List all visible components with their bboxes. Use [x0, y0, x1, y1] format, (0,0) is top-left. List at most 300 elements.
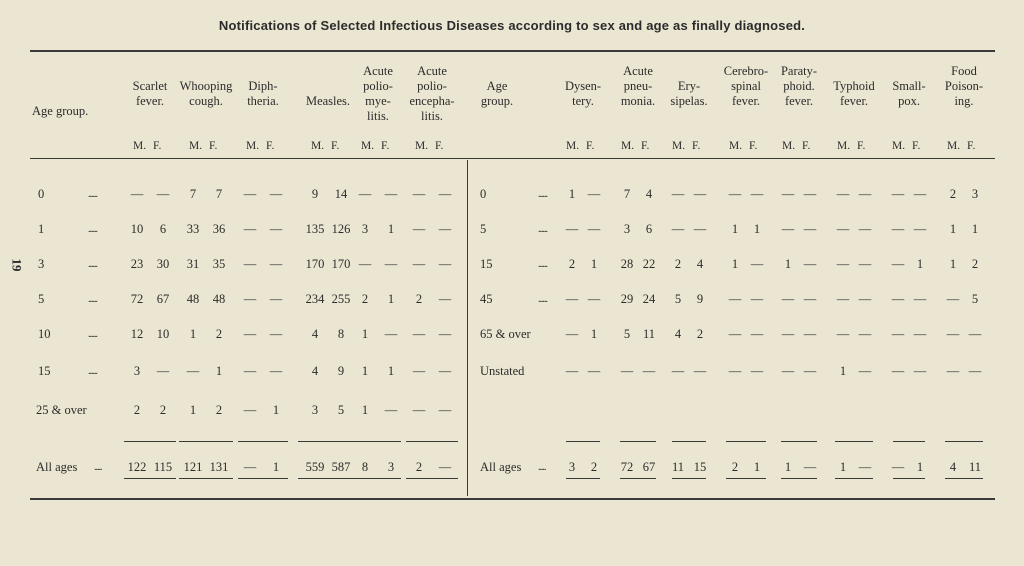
table-cell: — [358, 187, 372, 201]
total-rule-above [124, 441, 176, 442]
total-cell: 11 [671, 460, 685, 474]
table-cell: — [438, 222, 452, 236]
table-cell: — [891, 327, 905, 341]
header-line [176, 64, 236, 79]
table-cell: — [269, 222, 283, 236]
table-cell: — [384, 403, 398, 417]
table-cell: — [913, 292, 927, 306]
table-cell: 2 [159, 403, 167, 417]
table-cell: — [750, 364, 764, 378]
table-cell: 2 [949, 187, 957, 201]
table-cell: — [750, 257, 764, 271]
leader-dots: ...... [88, 294, 97, 305]
table-cell: 1 [731, 257, 739, 271]
table-cell: 135 [305, 222, 325, 236]
table-cell: 1 [189, 403, 197, 417]
bottom-rule [30, 498, 995, 500]
disease-header [663, 64, 715, 109]
male-label: M. [566, 140, 580, 152]
header-line: Poison- [944, 79, 984, 93]
table-cell: — [587, 292, 601, 306]
total-rule-above [406, 441, 458, 442]
table-cell: — [565, 292, 579, 306]
header-line: Age [486, 79, 508, 93]
total-cell: 2 [590, 460, 598, 474]
table-cell: 5 [674, 292, 682, 306]
table-cell: — [836, 222, 850, 236]
male-label: M. [189, 140, 203, 152]
top-rule [30, 50, 995, 52]
table-cell: — [803, 292, 817, 306]
leader-dots: ...... [88, 259, 97, 270]
table-cell: 170 [331, 257, 351, 271]
table-cell: — [803, 327, 817, 341]
table-cell: 1 [916, 257, 924, 271]
header-line: Food [951, 64, 977, 78]
table-cell: — [946, 292, 960, 306]
table-cell: — [384, 257, 398, 271]
disease-header [884, 64, 934, 109]
table-cell: 72 [130, 292, 144, 306]
table-cell: — [693, 364, 707, 378]
table-cell: 1 [361, 403, 369, 417]
table-cell: — [968, 364, 982, 378]
header-line [663, 64, 715, 79]
age-label: 15 [480, 257, 493, 271]
table-cell: 1 [361, 327, 369, 341]
female-label: F. [435, 140, 444, 152]
table-cell: — [781, 292, 795, 306]
total-rule-above [620, 441, 656, 442]
male-label: M. [837, 140, 851, 152]
table-cell: — [750, 187, 764, 201]
table-cell: — [438, 257, 452, 271]
table-cell: 9 [696, 292, 704, 306]
header-line [121, 64, 179, 79]
total-rule-below [566, 478, 600, 479]
header-line [235, 64, 291, 79]
age-label: 5 [38, 292, 45, 306]
disease-header [235, 64, 291, 124]
total-cell: 8 [361, 460, 369, 474]
total-rule-below [179, 478, 233, 479]
header-line: Scarlet [132, 79, 168, 93]
total-cell: 11 [968, 460, 982, 474]
table-cell: 3 [133, 364, 141, 378]
table-cell: 1 [784, 257, 792, 271]
total-cell: — [243, 460, 257, 474]
total-cell: 587 [331, 460, 351, 474]
header-line [557, 64, 609, 79]
table-cell: — [836, 257, 850, 271]
header-line: polio- [363, 79, 393, 93]
table-cell: 234 [305, 292, 325, 306]
header-line [176, 109, 236, 124]
header-line: pox. [898, 94, 920, 108]
table-cell: 36 [212, 222, 226, 236]
table-cell: 6 [159, 222, 167, 236]
table-cell: — [858, 327, 872, 341]
table-cell: — [243, 187, 257, 201]
table-cell: — [438, 292, 452, 306]
table-cell: — [269, 257, 283, 271]
age-label: 65 & over [480, 327, 531, 341]
total-rule-below [620, 478, 656, 479]
table-cell: — [803, 187, 817, 201]
female-label: F. [331, 140, 340, 152]
table-cell: — [156, 187, 170, 201]
total-rule-below [726, 478, 766, 479]
table-cell: 7 [189, 187, 197, 201]
total-cell: 559 [305, 460, 325, 474]
table-cell: — [243, 364, 257, 378]
table-cell: 4 [674, 327, 682, 341]
leader-dots: ...... [88, 224, 97, 235]
table-cell: — [412, 403, 426, 417]
table-cell: — [384, 327, 398, 341]
header-line: monia. [620, 94, 656, 108]
table-cell: — [913, 327, 927, 341]
table-cell: — [587, 222, 601, 236]
page-number: 19 [9, 258, 25, 272]
leader-dots: ...... [88, 366, 97, 377]
header-line: litis. [421, 109, 443, 123]
table-cell: 67 [156, 292, 170, 306]
table-cell: — [858, 364, 872, 378]
leader-dots: ...... [538, 294, 547, 305]
total-cell: — [858, 460, 872, 474]
disease-header [176, 64, 236, 124]
table-cell: 1 [568, 187, 576, 201]
table-cell: — [946, 327, 960, 341]
total-rule-above [945, 441, 983, 442]
male-label: M. [311, 140, 325, 152]
male-label: M. [415, 140, 429, 152]
header-line: fever. [731, 94, 761, 108]
total-rule-below [298, 478, 358, 479]
table-cell: — [836, 187, 850, 201]
table-cell: 1 [949, 222, 957, 236]
table-cell: — [781, 327, 795, 341]
table-cell: — [620, 364, 634, 378]
table-cell: — [565, 327, 579, 341]
table-cell: 1 [590, 257, 598, 271]
total-rule-above [835, 441, 873, 442]
table-cell: — [781, 364, 795, 378]
total-cell: — [891, 460, 905, 474]
table-cell: — [891, 292, 905, 306]
total-cell: — [438, 460, 452, 474]
table-cell: — [130, 187, 144, 201]
female-label: F. [641, 140, 650, 152]
table-cell: — [913, 364, 927, 378]
table-cell: 1 [590, 327, 598, 341]
age-label: 1 [38, 222, 45, 236]
female-label: F. [692, 140, 701, 152]
table-cell: 1 [387, 364, 395, 378]
table-cell: — [587, 364, 601, 378]
total-cell: 122 [127, 460, 147, 474]
disease-header [611, 64, 665, 109]
total-rule-below [406, 478, 458, 479]
table-cell: — [803, 364, 817, 378]
age-label: 3 [38, 257, 45, 271]
header-line: group. [480, 94, 514, 108]
total-cell: 3 [387, 460, 395, 474]
table-cell: 2 [568, 257, 576, 271]
header-line: fever. [784, 94, 814, 108]
male-label: M. [361, 140, 375, 152]
table-cell: — [243, 292, 257, 306]
table-cell: — [750, 327, 764, 341]
total-cell: 131 [209, 460, 229, 474]
total-rule-below [835, 478, 873, 479]
total-rule-above [781, 441, 817, 442]
table-cell: — [438, 327, 452, 341]
total-cell: 3 [568, 460, 576, 474]
table-cell: 5 [971, 292, 979, 306]
table-cell: 2 [415, 292, 423, 306]
table-cell: — [412, 187, 426, 201]
total-rule-above [355, 441, 401, 442]
total-rule-below [672, 478, 706, 479]
age-label: 0 [480, 187, 487, 201]
header-line: cough. [189, 94, 223, 108]
table-cell: 3 [311, 403, 319, 417]
age-label: 25 & over [36, 403, 87, 417]
table-cell: 2 [971, 257, 979, 271]
table-cell: 2 [696, 327, 704, 341]
header-line: mye- [365, 94, 391, 108]
table-cell: — [438, 187, 452, 201]
table-cell: — [384, 187, 398, 201]
header-line: Cerebro- [723, 64, 769, 78]
table-cell: 33 [186, 222, 200, 236]
table-cell: 23 [130, 257, 144, 271]
table-cell: 30 [156, 257, 170, 271]
total-cell: 72 [620, 460, 634, 474]
table-cell: — [781, 222, 795, 236]
disease-header [121, 64, 179, 124]
table-cell: 3 [361, 222, 369, 236]
table-cell: — [728, 364, 742, 378]
table-cell: — [269, 292, 283, 306]
table-cell: — [642, 364, 656, 378]
female-label: F. [209, 140, 218, 152]
table-cell: 1 [731, 222, 739, 236]
table-cell: — [858, 222, 872, 236]
total-rule-above [893, 441, 925, 442]
header-line: sipelas. [670, 94, 708, 108]
female-label: F. [586, 140, 595, 152]
male-label: M. [892, 140, 906, 152]
age-label: 0 [38, 187, 45, 201]
header-line: Paraty- [780, 64, 818, 78]
header-line [121, 109, 179, 124]
female-label: F. [802, 140, 811, 152]
disease-header [403, 64, 461, 124]
header-line: theria. [247, 94, 279, 108]
female-label: F. [381, 140, 390, 152]
header-line: Dysen- [564, 79, 602, 93]
table-cell: — [243, 222, 257, 236]
table-cell: — [412, 257, 426, 271]
table-cell: 9 [311, 187, 319, 201]
header-line: Small- [892, 79, 926, 93]
table-cell: — [803, 257, 817, 271]
total-rule-below [124, 478, 176, 479]
table-cell: 1 [949, 257, 957, 271]
header-line: Whooping [179, 79, 233, 93]
table-cell: — [781, 187, 795, 201]
total-cell: 67 [642, 460, 656, 474]
table-cell: — [243, 327, 257, 341]
table-cell: 1 [215, 364, 223, 378]
table-cell: — [412, 222, 426, 236]
table-cell: 1 [387, 292, 395, 306]
header-line: fever. [135, 94, 165, 108]
total-rule-below [781, 478, 817, 479]
table-cell: 28 [620, 257, 634, 271]
male-label: M. [246, 140, 260, 152]
table-cell: — [565, 364, 579, 378]
header-line: Typhoid [833, 79, 875, 93]
total-rule-above [179, 441, 233, 442]
leader-dots: ...... [538, 189, 547, 200]
age-label: 5 [480, 222, 487, 236]
female-label: F. [912, 140, 921, 152]
table-cell: 4 [311, 364, 319, 378]
disease-header [772, 64, 826, 109]
table-cell: — [891, 187, 905, 201]
header-line [884, 64, 934, 79]
table-cell: 126 [331, 222, 351, 236]
table-cell: — [946, 364, 960, 378]
table-cell: — [587, 187, 601, 201]
table-cell: 170 [305, 257, 325, 271]
leader-dots: ..... [538, 462, 546, 473]
table-cell: — [243, 257, 257, 271]
table-cell: 29 [620, 292, 634, 306]
age-label: Unstated [480, 364, 525, 378]
table-cell: — [728, 327, 742, 341]
table-cell: 4 [696, 257, 704, 271]
table-cell: 2 [674, 257, 682, 271]
total-cell: 2 [415, 460, 423, 474]
table-cell: 22 [642, 257, 656, 271]
total-rule-above [566, 441, 600, 442]
table-cell: 2 [215, 327, 223, 341]
disease-header [352, 64, 404, 124]
male-label: M. [133, 140, 147, 152]
header-line: Acute [363, 64, 393, 78]
table-cell: — [728, 292, 742, 306]
table-cell: — [186, 364, 200, 378]
total-rule-below [238, 478, 288, 479]
header-line: tery. [572, 94, 594, 108]
table-title: Notifications of Selected Infectious Diseases according to sex and age as finally diagnosed. [218, 18, 806, 33]
age-label: 15 [38, 364, 51, 378]
header-line: spinal [731, 79, 761, 93]
table-cell: 4 [311, 327, 319, 341]
header-line [235, 109, 291, 124]
male-label: M. [672, 140, 686, 152]
table-cell: — [750, 292, 764, 306]
table-cell: 35 [212, 257, 226, 271]
header-line: fever. [839, 94, 869, 108]
table-cell: — [693, 187, 707, 201]
table-cell: — [438, 364, 452, 378]
age-label: 45 [480, 292, 493, 306]
male-label: M. [621, 140, 635, 152]
age-group-header [474, 79, 520, 109]
table-cell: 5 [623, 327, 631, 341]
total-cell: 121 [183, 460, 203, 474]
male-label: M. [782, 140, 796, 152]
header-line: Ery- [677, 79, 701, 93]
header-line: phoid. [783, 79, 815, 93]
table-cell: 12 [130, 327, 144, 341]
table-cell: — [836, 327, 850, 341]
table-cell: — [891, 222, 905, 236]
table-cell: 11 [642, 327, 656, 341]
disease-header [826, 64, 882, 109]
table-cell: — [728, 187, 742, 201]
disease-header [717, 64, 775, 109]
header-line: Acute [417, 64, 447, 78]
total-cell: — [803, 460, 817, 474]
table-cell: 10 [130, 222, 144, 236]
table-cell: — [358, 257, 372, 271]
age-label: 10 [38, 327, 51, 341]
table-cell: 10 [156, 327, 170, 341]
header-line: pneu- [623, 79, 653, 93]
total-cell: 2 [731, 460, 739, 474]
leader-dots: ..... [94, 462, 102, 473]
table-cell: 2 [133, 403, 141, 417]
table-cell: — [412, 327, 426, 341]
table-cell: — [693, 222, 707, 236]
total-cell: 4 [949, 460, 957, 474]
table-cell: 8 [337, 327, 345, 341]
table-cell: 255 [331, 292, 351, 306]
total-rule-above [238, 441, 288, 442]
age-group-header: Age group. [32, 104, 89, 118]
table-cell: — [671, 222, 685, 236]
table-cell: — [858, 292, 872, 306]
header-line: Acute [623, 64, 653, 78]
table-cell: — [913, 222, 927, 236]
table-cell: — [269, 364, 283, 378]
table-cell: 6 [645, 222, 653, 236]
table-cell: 1 [272, 403, 280, 417]
table-cell: 31 [186, 257, 200, 271]
table-cell: 2 [361, 292, 369, 306]
leader-dots: ...... [88, 329, 97, 340]
table-cell: — [156, 364, 170, 378]
disease-header [557, 64, 609, 109]
table-cell: 48 [212, 292, 226, 306]
header-line: litis. [367, 109, 389, 123]
header-line: encepha- [409, 94, 455, 108]
header-line: Measles. [305, 94, 351, 108]
leader-dots: ...... [538, 224, 547, 235]
table-cell: 7 [623, 187, 631, 201]
table-cell: — [243, 403, 257, 417]
total-cell: 15 [693, 460, 707, 474]
table-cell: 5 [337, 403, 345, 417]
total-cell: 1 [916, 460, 924, 474]
